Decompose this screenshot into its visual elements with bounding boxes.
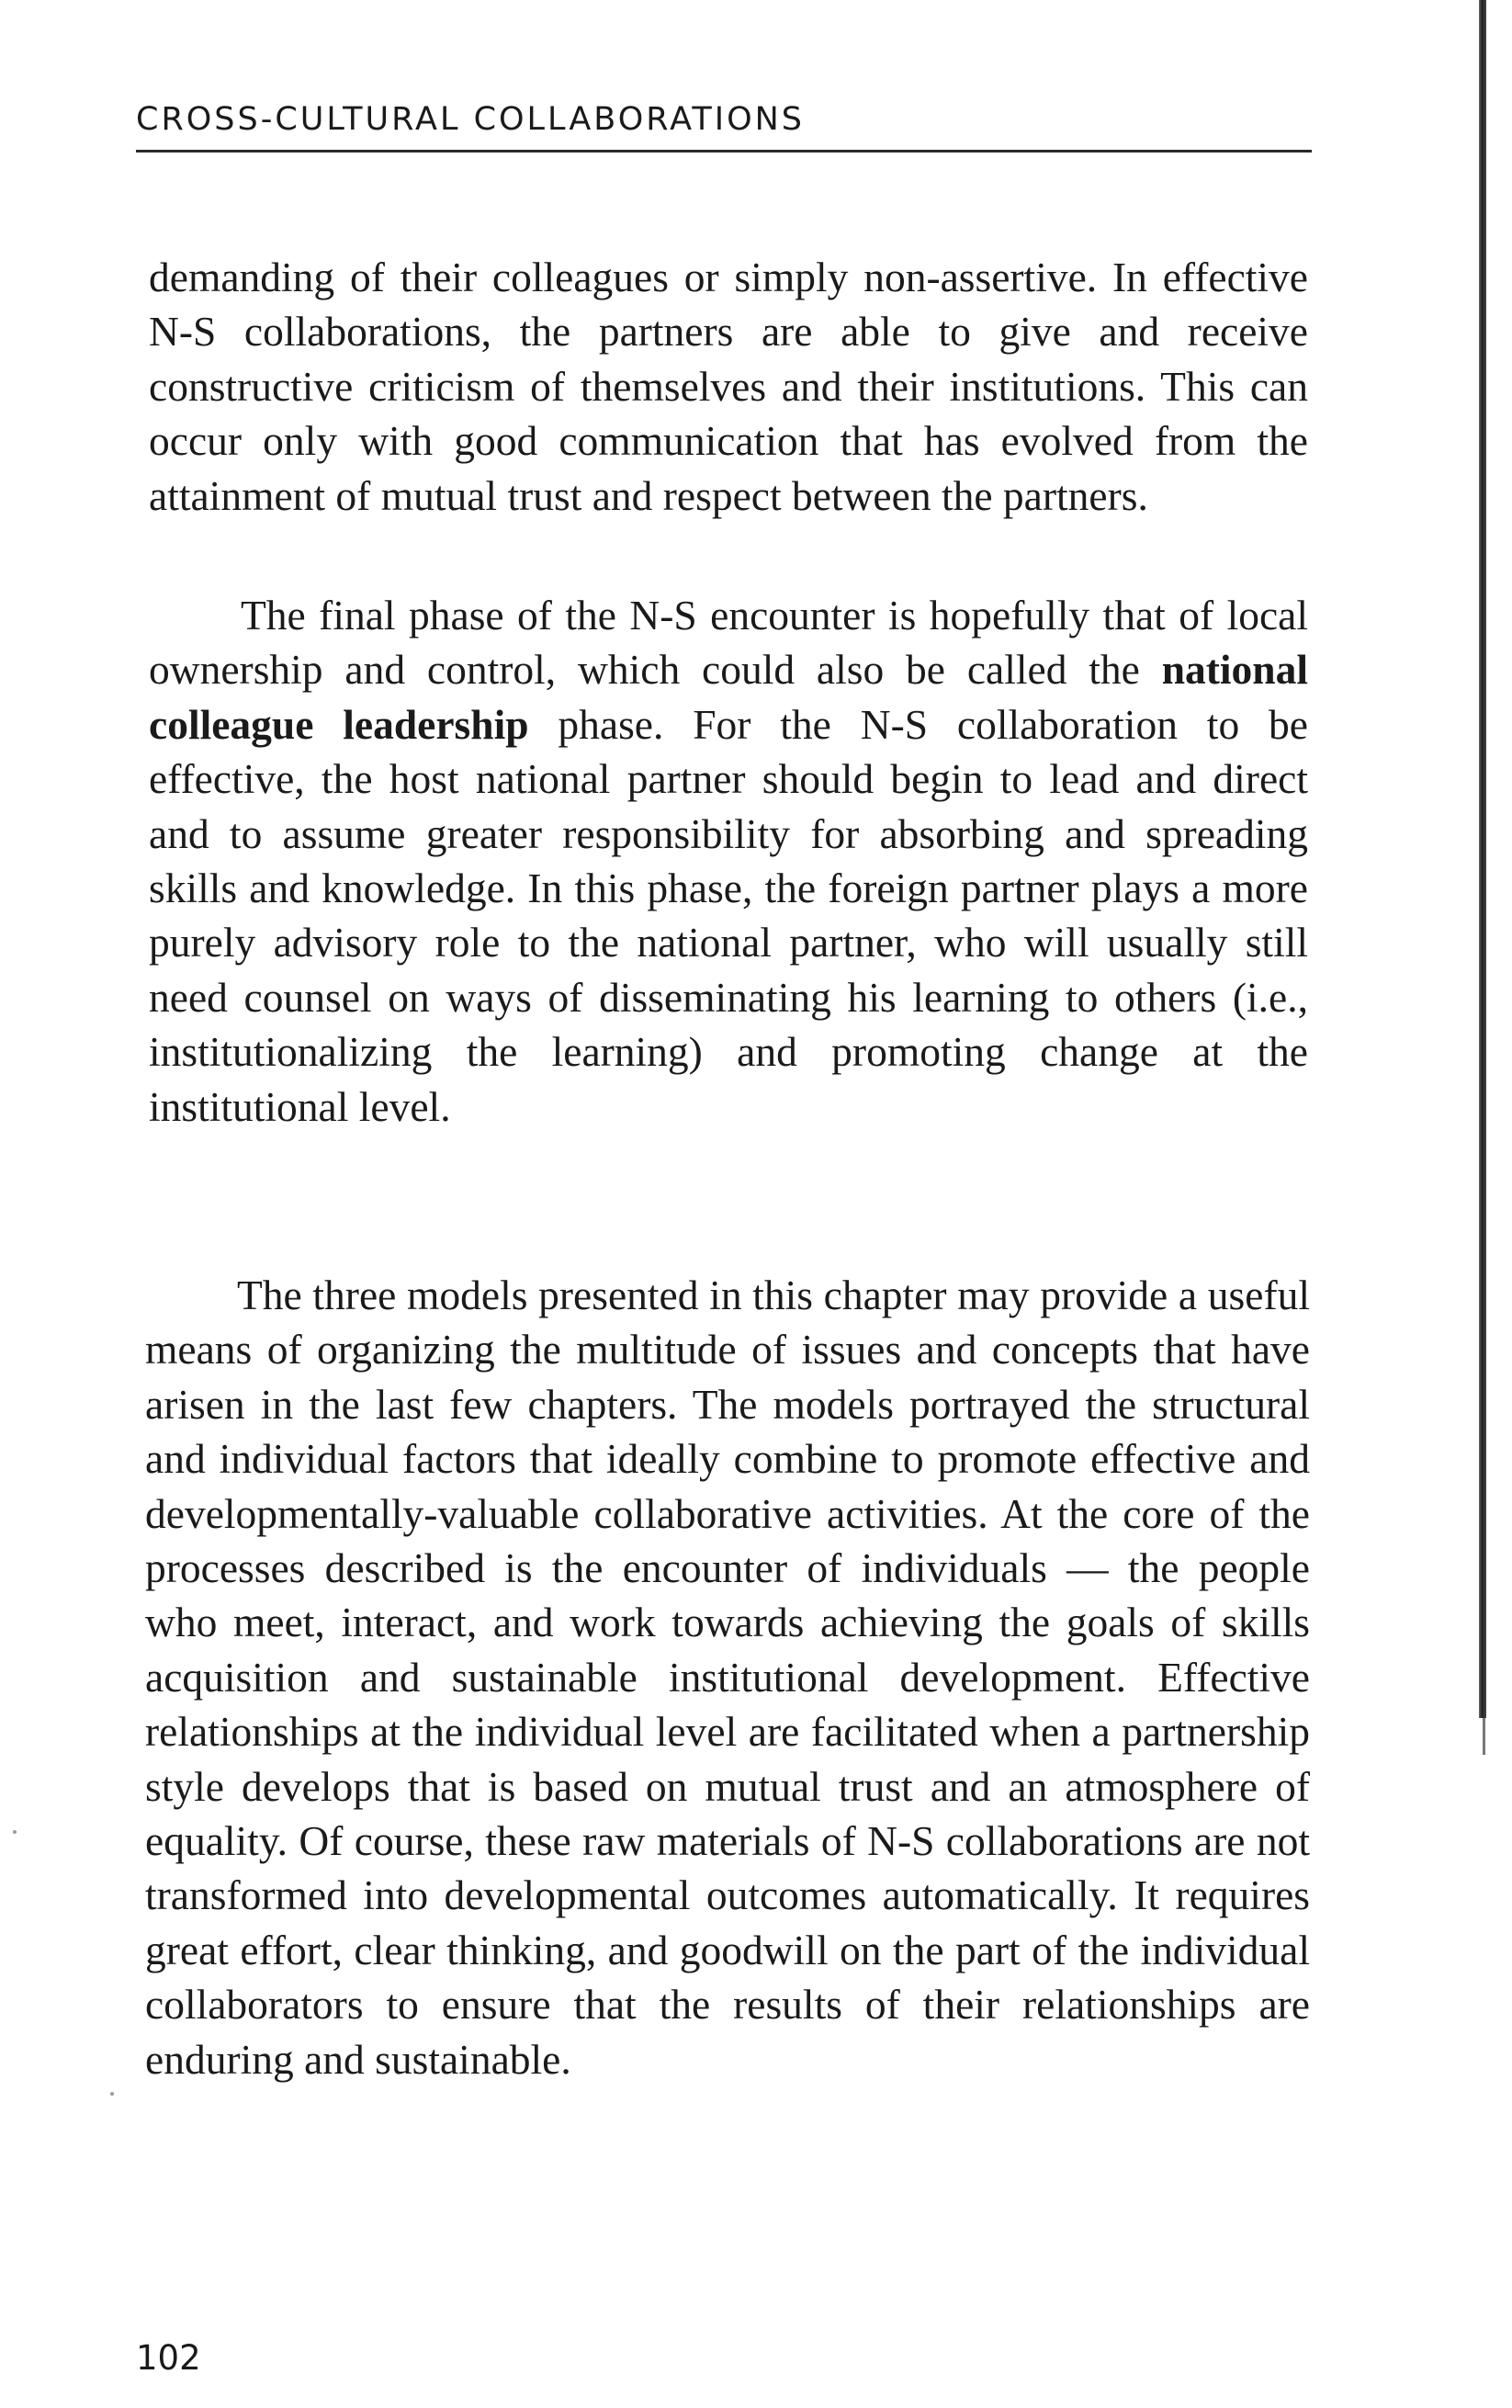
paragraph-3 xyxy=(145,1268,1310,2086)
scan-speck xyxy=(13,1830,17,1834)
header-rule xyxy=(136,150,1312,153)
page-number: 102 xyxy=(136,2338,201,2378)
paragraph-2-lead: The final phase of the N-S encounter is hopefully that of local ownership and control, which could also be called the xyxy=(149,592,1308,694)
paragraph-3-text: The three models presented in this chapter may provide a useful means of organizing the multitude of issues and concepts that have arisen in the last few chapters. The models portrayed the structural and individual factors that ideally combine to promote effective and developmentally-valuable collaborative activities. At the core of the processes described is the encounter of individuals — the people who meet, interact, and work towards achieving the goals of skills acquisition and sustainable institutional development. Effective relationships at the individual level are facilitated when a partnership style develops that is based on mutual trust and an atmosphere of equality. Of course, these raw materials of N-S collaborations are not transformed into developmental outcomes automatically. It requires great effort, clear thinking, and goodwill on the part of the individual collaborators to ensure that the results of their relationships are enduring and sustainable. xyxy=(145,1272,1310,2083)
paragraph-1-text: demanding of their colleagues or simply non-assertive. In effective N-S collaborations, the partners are able to give and receive constructive criticism of themselves and their institutions. This can occur only with good communication that has evolved from the attainment of mutual trust and respect between the partners. xyxy=(149,254,1308,519)
scan-speck xyxy=(110,2092,114,2096)
paragraph-2 xyxy=(149,588,1308,1134)
bold-term: national colleague leadership xyxy=(149,646,1308,748)
paragraph-2-text xyxy=(149,588,1308,1134)
paragraph-1 xyxy=(149,250,1308,523)
paragraph-2-rest: phase. For the N-S collaboration to be effective, the host national partner should begin to lead and direct and to assume greater responsibility for absorbing and spreading skills and knowledge. In this phase, the foreign partner plays a more purely advisory role to the national partner, who will usually still need counsel on ways of disseminating his learning to others (i.e., institutionalizing the learning) and promoting change at the institutional level. xyxy=(149,700,1308,1130)
binding-edge-shadow-tail xyxy=(1483,1718,1485,1755)
binding-edge-shadow xyxy=(1479,0,1486,1718)
running-head: CROSS-CULTURAL COLLABORATIONS xyxy=(136,101,806,138)
